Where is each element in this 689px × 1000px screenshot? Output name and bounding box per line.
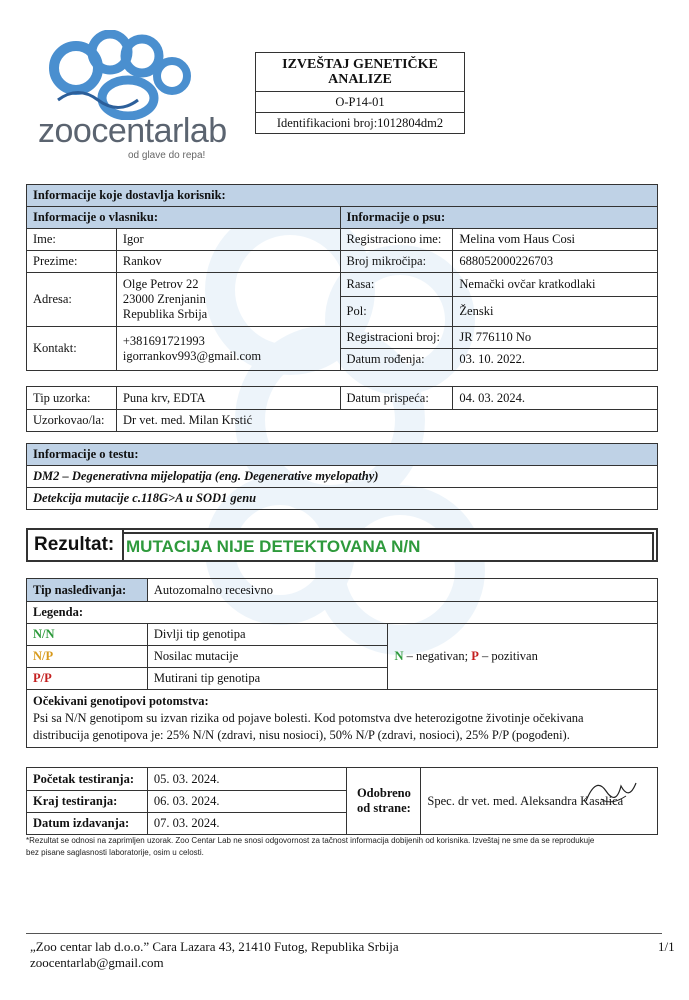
footer-email: zoocentarlab@gmail.com [30,955,164,970]
legend-code-np: N/P [27,646,148,668]
pocetak-label: Početak testiranja: [27,768,148,791]
prezime-value: Rankov [116,251,340,273]
disclaimer-note: *Rezultat se odnosi na zaprimljen uzorak. Zoo Centar Lab ne snosi odgovornost za tačnost informacija dobijenih od korisnika. Izveštaj ne sme da se reprodukuje bez pisane saglasnosti laboratorije, osim u celosti. [26,836,595,857]
approver-cell [421,768,658,835]
sample-table [26,386,658,432]
izdavanja-label: Datum izdavanja: [27,813,148,835]
result-value: MUTACIJA NIJE DETEKTOVANA N/N [122,532,654,562]
adresa-label: Adresa: [27,273,117,327]
kontakt-label: Kontakt: [27,327,117,371]
datum-prispeca-value: 04. 03. 2024. [453,387,658,410]
pocetak-value: 05. 03. 2024. [147,768,347,791]
report-code: O-P14-01 [256,92,465,113]
ime-label: Ime: [27,229,117,251]
kontakt-value: +381691721993 igorrankov993@gmail.com [116,327,340,371]
odobreno-label: Odobreno od strane: [347,768,421,835]
prezime-label: Prezime: [27,251,117,273]
reg-broj-label: Registracioni broj: [340,327,453,349]
company-logo [30,30,245,165]
logo-wordmark: zoocentarlab [38,112,227,150]
report-title: IZVEŠTAJ GENETIČKE ANALIZE [256,53,465,92]
izdavanja-value: 07. 03. 2024. [147,813,347,835]
inheritance-label: Tip nasleđivanja: [27,579,148,602]
tip-uzorka-label: Tip uzorka: [27,387,117,410]
client-section-title: Informacije koje dostavlja korisnik: [27,185,658,207]
expected-line-2: distribucija genotipova je: 25% N/N (zdravi, nisu nosioci), 50% N/P (zdravi, nosioci), 25% P/P (pogođeni). [33,728,570,742]
inheritance-value: Autozomalno recesivno [147,579,657,602]
paw-dna-icon [38,30,198,120]
mikrocip-value: 688052000226703 [453,251,658,273]
datum-prispeca-label: Datum prispeća: [340,387,453,410]
expected-title: Očekivani genotipovi potomstva: [33,694,209,708]
test-line-2: Detekcija mutacije c.118G>A u SOD1 genu [27,488,658,510]
mikrocip-label: Broj mikročipa: [340,251,453,273]
inheritance-table [26,578,658,748]
datum-rodjenja-label: Datum rođenja: [340,349,453,371]
owner-title: Informacije o vlasniku: [27,207,341,229]
footer-address: „Zoo centar lab d.o.o.” Cara Lazara 43, 21410 Futog, Republika Srbija [30,939,399,954]
legend-desc-np: Nosilac mutacije [147,646,388,668]
test-title: Informacije o testu: [27,444,658,466]
dog-title: Informacije o psu: [340,207,657,229]
result-box [26,528,658,562]
test-info-table [26,443,658,510]
uzorkovao-label: Uzorkovao/la: [27,410,117,432]
result-label: Rezultat: [28,530,124,560]
kraj-label: Kraj testiranja: [27,791,148,813]
legend-code-nn: N/N [27,624,148,646]
client-info-table [26,184,658,371]
ime-value: Igor [116,229,340,251]
reg-ime-label: Registraciono ime: [340,229,453,251]
legend-desc-nn: Divlji tip genotipa [147,624,388,646]
reg-broj-value: JR 776110 No [453,327,658,349]
rasa-label: Rasa: [340,273,453,297]
legend-label: Legenda: [27,602,658,624]
kraj-value: 06. 03. 2024. [147,791,347,813]
expected-genotypes [27,690,658,748]
report-id: Identifikacioni broj:1012804dm2 [256,113,465,134]
pol-label: Pol: [340,297,453,327]
approver-name: Spec. dr vet. med. Aleksandra Kasalica [427,793,624,808]
adresa-value: Olge Petrov 22 23000 Zrenjanin Republika Srbija [116,273,340,327]
logo-tagline: od glave do repa! [128,150,206,161]
expected-line-1: Psi sa N/N genotipom su izvan rizika od pojave bolesti. Kod potomstva dve heterozigotne životinje očekivana [33,711,584,725]
rasa-value: Nemački ovčar kratkodlaki [453,273,658,297]
tip-uzorka-value: Puna krv, EDTA [116,387,340,410]
pol-value: Ženski [453,297,658,327]
reg-ime-value: Melina vom Haus Cosi [453,229,658,251]
test-line-1: DM2 – Degenerativna mijelopatija (eng. Degenerative myelopathy) [27,466,658,488]
legend-code-pp: P/P [27,668,148,690]
uzorkovao-value: Dr vet. med. Milan Krstić [116,410,657,432]
legend-key: N – negativan; P – pozitivan [388,624,658,690]
legend-desc-pp: Mutirani tip genotipa [147,668,388,690]
datum-rodjenja-value: 03. 10. 2022. [453,349,658,371]
signature [581,771,641,811]
report-title-box [255,52,465,134]
page-number: 1/1 [658,939,675,954]
dates-table [26,767,658,835]
footer-divider [26,933,662,934]
